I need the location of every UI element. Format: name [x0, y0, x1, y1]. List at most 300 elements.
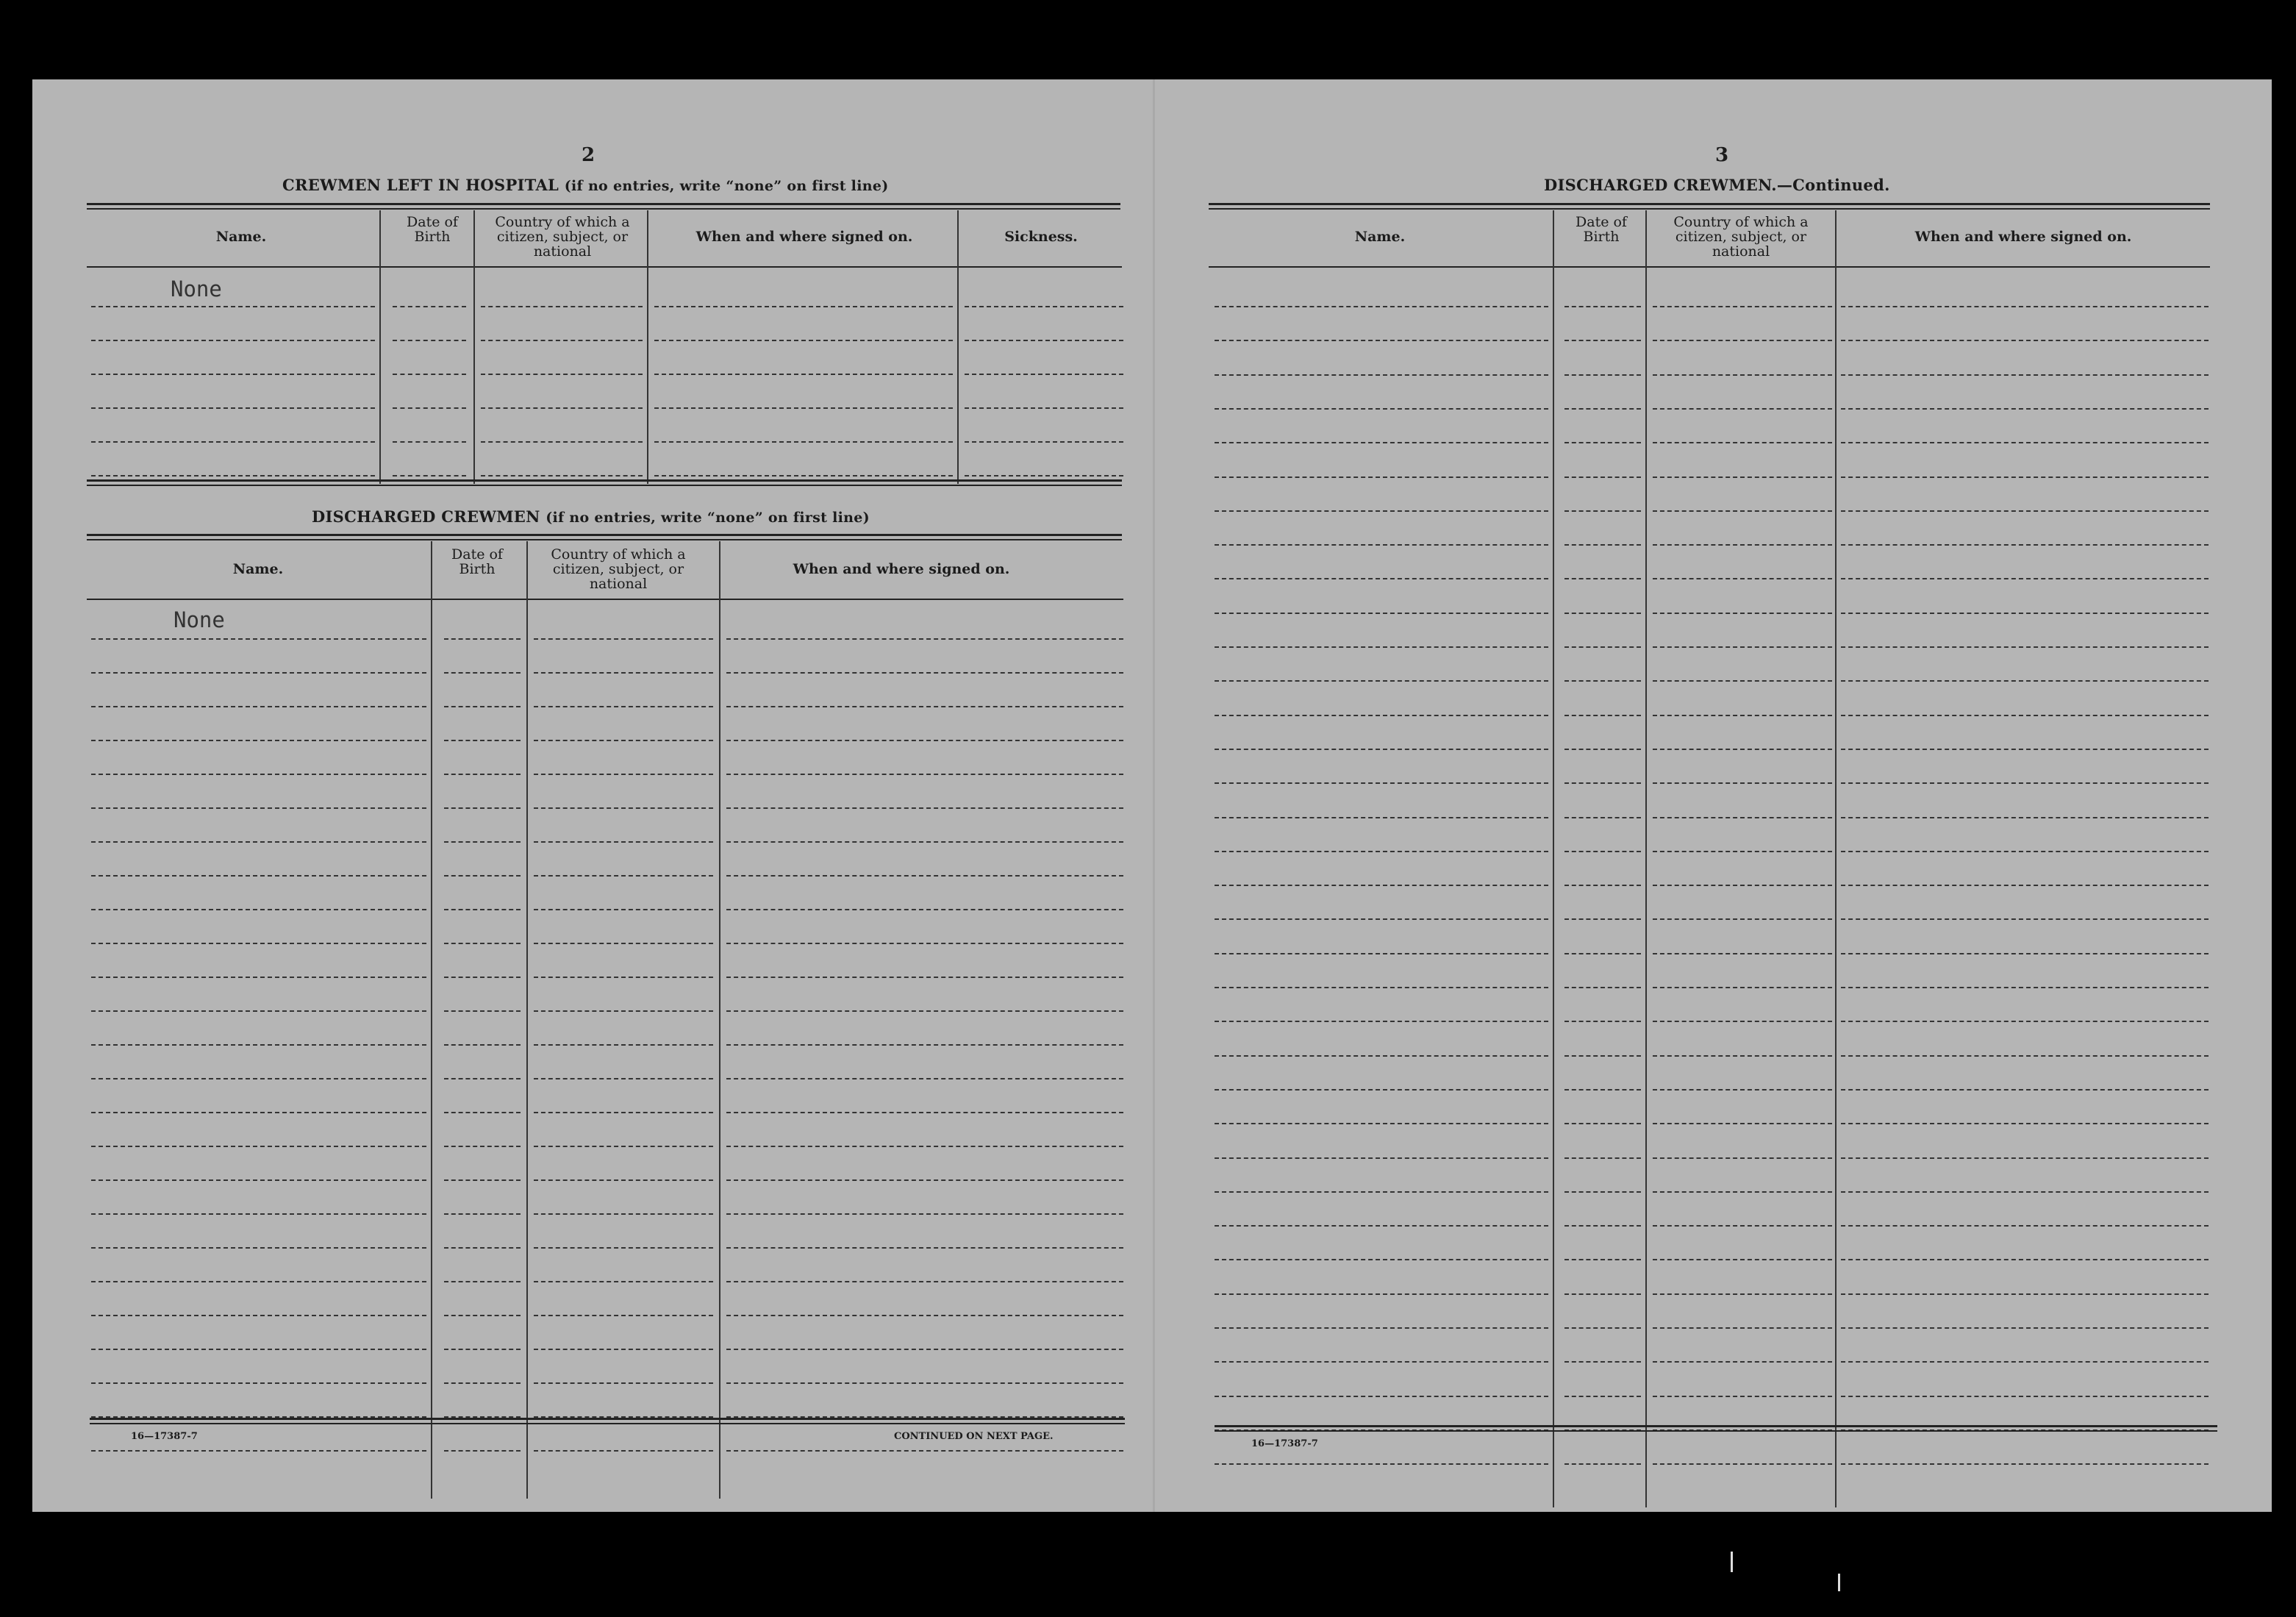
ruled-line — [1653, 1396, 1832, 1397]
ruled-line — [1564, 1225, 1641, 1227]
ruled-line — [726, 638, 1123, 640]
ruled-line — [1653, 476, 1832, 478]
ruled-line — [534, 977, 713, 978]
ruled-line — [1653, 885, 1832, 886]
ruled-line — [534, 1112, 713, 1113]
ruled-line — [393, 374, 466, 375]
ruled-line — [1841, 953, 2209, 954]
ruled-line — [726, 774, 1123, 775]
ruled-line — [1215, 1293, 1548, 1295]
ruled-line — [534, 1010, 713, 1012]
ruled-line — [91, 1382, 426, 1384]
ruled-line — [1841, 987, 2209, 988]
ruled-line — [91, 1450, 426, 1452]
ruled-line — [1564, 340, 1641, 341]
ruled-line — [444, 1315, 521, 1316]
ruled-line — [1653, 1361, 1832, 1363]
ruled-line — [534, 1315, 713, 1316]
ruled-line — [534, 1450, 713, 1452]
discharged-col-divider — [719, 541, 720, 1499]
ruled-line — [534, 841, 713, 843]
ruled-line — [91, 1179, 426, 1181]
ruled-line — [1653, 953, 1832, 954]
ruled-line — [1841, 1191, 2209, 1193]
ruled-line — [1215, 1089, 1548, 1091]
ruled-line — [1653, 851, 1832, 852]
ruled-line — [1653, 544, 1832, 546]
ruled-line — [1215, 1021, 1548, 1022]
ruled-line — [534, 1179, 713, 1181]
ruled-line — [1841, 851, 2209, 852]
ruled-line — [91, 638, 426, 640]
ruled-line — [1215, 1123, 1548, 1124]
discharged-top-rule — [87, 534, 1122, 536]
ruled-line — [1841, 885, 2209, 886]
form-number: 16—17387-7 — [131, 1431, 198, 1442]
ruled-line — [1653, 442, 1832, 443]
ruled-line — [726, 1247, 1123, 1249]
ruled-line — [726, 740, 1123, 741]
ruled-line — [654, 407, 953, 409]
ruled-line — [1841, 1089, 2209, 1091]
ruled-line — [481, 475, 643, 476]
hospital-bottom-rule — [87, 479, 1122, 482]
ruled-line — [91, 441, 375, 443]
discharged-section-title: DISCHARGED CREWMEN (if no entries, write “none” on first line) — [312, 507, 870, 526]
ruled-line — [91, 1146, 426, 1147]
ruled-line — [1564, 1463, 1641, 1465]
ruled-line — [1653, 408, 1832, 410]
ruled-line — [1653, 680, 1832, 682]
ruled-line — [444, 1078, 521, 1079]
ruled-line — [1653, 749, 1832, 750]
ruled-line — [1215, 544, 1548, 546]
ruled-line — [1653, 1225, 1832, 1227]
hospital-col-divider — [473, 210, 475, 484]
ruled-line — [1653, 987, 1832, 988]
ruled-line — [1564, 680, 1641, 682]
ruled-line — [1653, 1293, 1832, 1295]
ruled-line — [1215, 1361, 1548, 1363]
right-header-signed-on: When and where signed on. — [1914, 229, 2132, 245]
ruled-line — [1841, 374, 2209, 376]
ruled-line — [1841, 918, 2209, 920]
ruled-line — [91, 1247, 426, 1249]
ruled-line — [91, 875, 426, 877]
ruled-line — [91, 774, 426, 775]
ruled-line — [91, 340, 375, 341]
hospital-header-sickness: Sickness. — [1004, 229, 1078, 245]
ruled-line — [1564, 1396, 1641, 1397]
ruled-line — [1215, 817, 1548, 818]
ruled-line — [1215, 749, 1548, 750]
ruled-line — [726, 1315, 1123, 1316]
page-number: 2 — [581, 144, 596, 166]
ruled-line — [1564, 613, 1641, 614]
ruled-line — [965, 374, 1123, 375]
ruled-line — [1653, 613, 1832, 614]
ruled-line — [1841, 817, 2209, 818]
ruled-line — [1215, 340, 1548, 341]
ruled-line — [965, 475, 1123, 476]
ruled-line — [726, 909, 1123, 910]
ruled-line — [1841, 442, 2209, 443]
discharged-continued-title: DISCHARGED CREWMEN.—Continued. — [1544, 176, 1890, 194]
hospital-col-divider — [647, 210, 648, 484]
ruled-line — [1653, 1089, 1832, 1091]
ruled-line — [91, 407, 375, 409]
ruled-line — [444, 740, 521, 741]
ruled-line — [1564, 442, 1641, 443]
ruled-line — [1215, 613, 1548, 614]
document-sheet — [32, 79, 2272, 1512]
ruled-line — [654, 306, 953, 307]
ruled-line — [91, 943, 426, 944]
ruled-line — [1653, 1327, 1832, 1329]
film-mark — [1731, 1552, 1733, 1572]
ruled-line — [444, 943, 521, 944]
ruled-line — [444, 1349, 521, 1350]
page-gutter — [1153, 79, 1155, 1512]
ruled-line — [91, 475, 375, 476]
ruled-line — [1215, 306, 1548, 307]
discharged-col-divider — [526, 541, 528, 1499]
ruled-line — [654, 475, 953, 476]
ruled-line — [1215, 953, 1548, 954]
ruled-line — [393, 441, 466, 443]
ruled-line — [444, 1044, 521, 1046]
ruled-line — [534, 1044, 713, 1046]
ruled-line — [1564, 1123, 1641, 1124]
ruled-line — [965, 441, 1123, 443]
ruled-line — [726, 1112, 1123, 1113]
ruled-line — [1653, 817, 1832, 818]
ruled-line — [1215, 476, 1548, 478]
right-header-dob: Date of Birth — [1576, 214, 1627, 245]
ruled-line — [726, 1382, 1123, 1384]
ruled-line — [91, 1112, 426, 1113]
ruled-line — [444, 1112, 521, 1113]
ruled-line — [1841, 613, 2209, 614]
right-header-name: Name. — [1354, 229, 1406, 245]
form-number: 16—17387-7 — [1251, 1438, 1318, 1449]
right-header-country: Country of which a citizen, subject, or national — [1673, 214, 1809, 260]
ruled-line — [1564, 987, 1641, 988]
ruled-line — [726, 1213, 1123, 1215]
page-number: 3 — [1714, 144, 1729, 166]
ruled-line — [534, 1247, 713, 1249]
ruled-line — [1564, 1021, 1641, 1022]
ruled-line — [1215, 1463, 1548, 1465]
ruled-line — [1215, 510, 1548, 512]
ruled-line — [726, 1010, 1123, 1012]
ruled-line — [726, 943, 1123, 944]
ruled-line — [444, 1450, 521, 1452]
ruled-line — [1653, 306, 1832, 307]
ruled-line — [91, 807, 426, 809]
ruled-line — [1215, 851, 1548, 852]
ruled-line — [1653, 918, 1832, 920]
ruled-line — [1841, 680, 2209, 682]
hospital-section-title: CREWMEN LEFT IN HOSPITAL (if no entries, write “none” on first line) — [282, 176, 889, 194]
ruled-line — [444, 706, 521, 707]
discharged-bottom-rule — [90, 1418, 1125, 1420]
ruled-line — [1841, 578, 2209, 579]
ruled-line — [1564, 544, 1641, 546]
ruled-line — [1564, 782, 1641, 784]
hospital-col-divider — [957, 210, 959, 484]
ruled-line — [1564, 885, 1641, 886]
ruled-line — [91, 1349, 426, 1350]
ruled-line — [1564, 817, 1641, 818]
ruled-line — [1841, 715, 2209, 716]
ruled-line — [534, 909, 713, 910]
ruled-line — [393, 407, 466, 409]
right-bottom-rule — [1215, 1425, 2217, 1427]
ruled-line — [534, 774, 713, 775]
ruled-line — [1215, 680, 1548, 682]
ruled-line — [1841, 408, 2209, 410]
ruled-line — [444, 875, 521, 877]
ruled-line — [1564, 510, 1641, 512]
hospital-header-name: Name. — [215, 229, 267, 245]
ruled-line — [444, 1281, 521, 1282]
ruled-line — [1841, 1463, 2209, 1465]
right-col-divider — [1835, 210, 1837, 1507]
ruled-line — [1564, 1327, 1641, 1329]
ruled-line — [91, 1213, 426, 1215]
hospital-header-rule — [87, 266, 1122, 268]
ruled-line — [1215, 1055, 1548, 1057]
ruled-line — [965, 306, 1123, 307]
ruled-line — [1564, 918, 1641, 920]
ruled-line — [1653, 715, 1832, 716]
ruled-line — [1215, 646, 1548, 648]
ruled-line — [444, 1247, 521, 1249]
ruled-line — [1653, 578, 1832, 579]
hospital-header-country: Country of which a citizen, subject, or national — [495, 214, 630, 260]
ruled-line — [1653, 510, 1832, 512]
ruled-line — [726, 672, 1123, 674]
ruled-line — [481, 340, 643, 341]
ruled-line — [534, 943, 713, 944]
discharged-header-signed-on: When and where signed on. — [793, 561, 1010, 577]
ruled-line — [1841, 1327, 2209, 1329]
ruled-line — [1841, 1055, 2209, 1057]
ruled-line — [1215, 578, 1548, 579]
ruled-line — [654, 340, 953, 341]
ruled-line — [1841, 1157, 2209, 1159]
ruled-line — [726, 875, 1123, 877]
ruled-line — [1215, 1259, 1548, 1260]
ruled-line — [1564, 1089, 1641, 1091]
ruled-line — [726, 1281, 1123, 1282]
right-header-rule — [1209, 266, 2210, 268]
ruled-line — [1564, 1259, 1641, 1260]
ruled-line — [1215, 1157, 1548, 1159]
ruled-line — [1841, 1361, 2209, 1363]
ruled-line — [444, 1010, 521, 1012]
ruled-line — [444, 1213, 521, 1215]
ruled-line — [654, 441, 953, 443]
ruled-line — [534, 638, 713, 640]
ruled-line — [726, 1179, 1123, 1181]
discharged-header-dob: Date of Birth — [451, 546, 503, 577]
ruled-line — [1841, 782, 2209, 784]
ruled-line — [726, 841, 1123, 843]
ruled-line — [1215, 1396, 1548, 1397]
ruled-line — [726, 807, 1123, 809]
ruled-line — [534, 740, 713, 741]
ruled-line — [91, 706, 426, 707]
ruled-line — [481, 306, 643, 307]
ruled-line — [91, 1315, 426, 1316]
ruled-line — [444, 1146, 521, 1147]
discharged-col-divider — [431, 541, 432, 1499]
ruled-line — [1841, 1293, 2209, 1295]
ruled-line — [1841, 1396, 2209, 1397]
ruled-line — [444, 977, 521, 978]
ruled-line — [534, 1213, 713, 1215]
ruled-line — [481, 374, 643, 375]
ruled-line — [1215, 885, 1548, 886]
ruled-line — [1564, 374, 1641, 376]
ruled-line — [393, 306, 466, 307]
ruled-line — [726, 706, 1123, 707]
ruled-line — [444, 1179, 521, 1181]
ruled-line — [534, 706, 713, 707]
ruled-line — [1564, 1157, 1641, 1159]
ruled-line — [444, 774, 521, 775]
ruled-line — [1215, 918, 1548, 920]
left-page — [32, 79, 1153, 1512]
ruled-line — [1215, 1225, 1548, 1227]
ruled-line — [444, 638, 521, 640]
ruled-line — [444, 1382, 521, 1384]
discharged-header-rule — [87, 599, 1123, 600]
ruled-line — [1841, 1021, 2209, 1022]
ruled-line — [91, 1010, 426, 1012]
discharged-header-name: Name. — [232, 561, 284, 577]
ruled-line — [1653, 1021, 1832, 1022]
ruled-line — [1841, 646, 2209, 648]
discharged-first-entry: None — [174, 607, 225, 632]
right-top-rule — [1209, 203, 2210, 205]
ruled-line — [1653, 1463, 1832, 1465]
hospital-top-rule — [87, 203, 1120, 205]
ruled-line — [1215, 374, 1548, 376]
ruled-line — [1564, 851, 1641, 852]
ruled-line — [1653, 782, 1832, 784]
right-col-divider — [1553, 210, 1554, 1507]
ruled-line — [91, 1044, 426, 1046]
ruled-line — [534, 1078, 713, 1079]
ruled-line — [444, 841, 521, 843]
ruled-line — [1564, 715, 1641, 716]
ruled-line — [726, 1146, 1123, 1147]
ruled-line — [91, 672, 426, 674]
ruled-line — [91, 1281, 426, 1282]
ruled-line — [1564, 1055, 1641, 1057]
ruled-line — [1841, 544, 2209, 546]
ruled-line — [1215, 1327, 1548, 1329]
discharged-header-country: Country of which a citizen, subject, or national — [551, 546, 686, 592]
ruled-line — [534, 807, 713, 809]
ruled-line — [726, 977, 1123, 978]
ruled-line — [1564, 306, 1641, 307]
ruled-line — [1215, 442, 1548, 443]
ruled-line — [534, 875, 713, 877]
continued-note: CONTINUED ON NEXT PAGE. — [894, 1431, 1054, 1442]
ruled-line — [91, 740, 426, 741]
ruled-line — [1653, 1259, 1832, 1260]
ruled-line — [91, 1078, 426, 1079]
ruled-line — [393, 340, 466, 341]
ruled-line — [534, 1146, 713, 1147]
right-page — [1156, 79, 2272, 1512]
ruled-line — [444, 807, 521, 809]
ruled-line — [91, 374, 375, 375]
ruled-line — [1215, 987, 1548, 988]
ruled-line — [91, 909, 426, 910]
ruled-line — [1841, 476, 2209, 478]
ruled-line — [1564, 953, 1641, 954]
ruled-line — [1564, 749, 1641, 750]
ruled-line — [1653, 1157, 1832, 1159]
ruled-line — [481, 407, 643, 409]
ruled-line — [1653, 1055, 1832, 1057]
ruled-line — [1841, 749, 2209, 750]
ruled-line — [534, 1349, 713, 1350]
ruled-line — [726, 1078, 1123, 1079]
ruled-line — [534, 1382, 713, 1384]
ruled-line — [534, 672, 713, 674]
ruled-line — [1841, 1259, 2209, 1260]
ruled-line — [1564, 1191, 1641, 1193]
hospital-first-entry: None — [171, 276, 222, 301]
ruled-line — [726, 1349, 1123, 1350]
ruled-line — [444, 909, 521, 910]
ruled-line — [1653, 340, 1832, 341]
ruled-line — [726, 1450, 1123, 1452]
hospital-col-divider — [379, 210, 381, 484]
ruled-line — [91, 841, 426, 843]
ruled-line — [91, 306, 375, 307]
ruled-line — [726, 1044, 1123, 1046]
ruled-line — [1215, 782, 1548, 784]
ruled-line — [1841, 340, 2209, 341]
ruled-line — [1564, 1293, 1641, 1295]
ruled-line — [1564, 1361, 1641, 1363]
ruled-line — [534, 1281, 713, 1282]
ruled-line — [1841, 306, 2209, 307]
ruled-line — [481, 441, 643, 443]
ruled-line — [444, 672, 521, 674]
right-col-divider — [1645, 210, 1647, 1507]
ruled-line — [1564, 476, 1641, 478]
ruled-line — [965, 407, 1123, 409]
ruled-line — [1653, 1123, 1832, 1124]
film-mark — [1838, 1574, 1840, 1591]
ruled-line — [1653, 1191, 1832, 1193]
hospital-header-dob: Date of Birth — [407, 214, 458, 245]
ruled-line — [654, 374, 953, 375]
ruled-line — [1841, 510, 2209, 512]
ruled-line — [1564, 646, 1641, 648]
hospital-header-signed-on: When and where signed on. — [695, 229, 913, 245]
ruled-line — [1215, 1191, 1548, 1193]
ruled-line — [965, 340, 1123, 341]
